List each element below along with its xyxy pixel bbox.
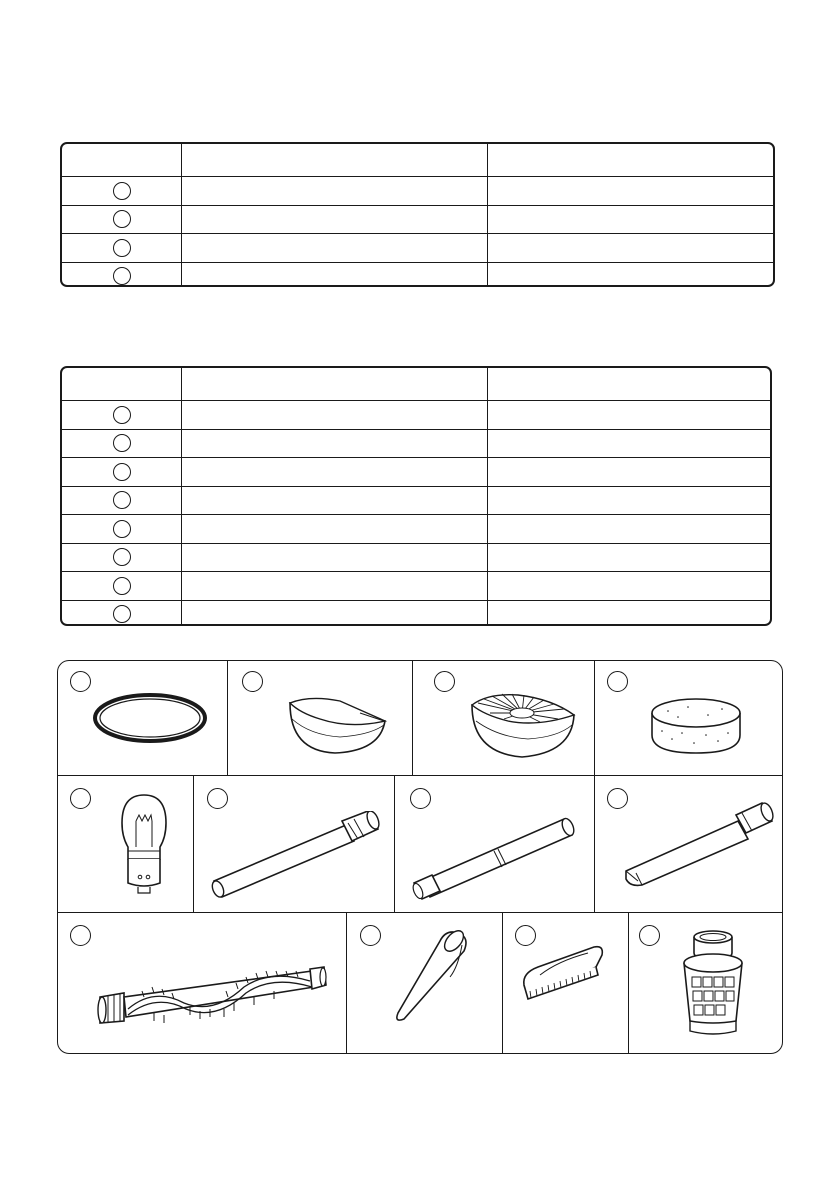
divider (227, 661, 228, 775)
table-row (62, 486, 770, 515)
part-marker-icon (70, 788, 91, 809)
header-cell-code (488, 144, 773, 176)
table-row (62, 600, 770, 627)
row-marker-cell (62, 572, 182, 600)
row-cell (488, 487, 770, 515)
circle-marker-icon (113, 463, 131, 481)
circle-marker-icon (113, 434, 131, 452)
row-marker-cell (62, 487, 182, 515)
divider (412, 661, 413, 775)
table-row (62, 571, 770, 600)
extension-wand-icon (208, 811, 384, 901)
circle-marker-icon (113, 605, 131, 623)
row-marker-cell (62, 177, 182, 205)
table-row (62, 233, 773, 262)
divider (346, 912, 347, 1054)
part-marker-icon (70, 671, 91, 692)
table-row (62, 262, 773, 288)
table-row (62, 400, 770, 429)
divider (594, 661, 595, 775)
table-row (62, 205, 773, 234)
light-bulb-icon (116, 791, 172, 896)
table-header-row (62, 144, 773, 176)
row-cell (488, 430, 770, 458)
row-cell (182, 263, 488, 288)
header-cell-name (182, 144, 488, 176)
circle-marker-icon (113, 406, 131, 424)
divider (594, 775, 595, 912)
table-header-row (62, 368, 770, 400)
header-cell-code (488, 368, 770, 400)
divider (58, 912, 783, 913)
part-marker-icon (242, 671, 263, 692)
upholstery-nozzle-icon (388, 927, 478, 1027)
table-row (62, 543, 770, 572)
divider (394, 775, 395, 912)
divider (502, 912, 503, 1054)
row-cell (488, 572, 770, 600)
part-marker-icon (607, 671, 628, 692)
divider (58, 775, 783, 776)
row-marker-cell (62, 234, 182, 262)
part-marker-icon (360, 925, 381, 946)
header-cell-index (62, 368, 182, 400)
row-cell (488, 458, 770, 486)
part-marker-icon (434, 671, 455, 692)
table-2 (60, 366, 772, 626)
crevice-tool-icon (618, 801, 778, 891)
header-cell-index (62, 144, 182, 176)
header-cell-name (182, 368, 488, 400)
row-cell (488, 544, 770, 572)
divider (193, 775, 194, 912)
row-marker-cell (62, 263, 182, 288)
row-cell (182, 544, 488, 572)
table-row (62, 176, 773, 205)
circle-marker-icon (113, 577, 131, 595)
cyclone-filter-cup-icon (678, 929, 748, 1039)
circle-marker-icon (113, 239, 131, 257)
table-row (62, 514, 770, 543)
dusting-brush-icon (518, 941, 608, 1011)
half-round-filter-icon (280, 691, 395, 761)
row-cell (488, 177, 773, 205)
parts-panel (57, 660, 783, 1054)
table-row (62, 429, 770, 458)
row-cell (488, 515, 770, 543)
row-cell (182, 430, 488, 458)
row-cell (182, 177, 488, 205)
row-cell (488, 263, 773, 288)
circle-marker-icon (113, 267, 131, 285)
row-marker-cell (62, 206, 182, 234)
circle-marker-icon (113, 548, 131, 566)
row-marker-cell (62, 458, 182, 486)
row-marker-cell (62, 544, 182, 572)
row-cell (182, 401, 488, 429)
circle-marker-icon (113, 210, 131, 228)
row-cell (182, 487, 488, 515)
row-cell (182, 601, 488, 627)
row-cell (182, 206, 488, 234)
extension-wand-2-icon (410, 811, 582, 901)
table-row (62, 457, 770, 486)
row-cell (488, 601, 770, 627)
round-foam-filter-icon (648, 695, 744, 757)
row-cell (182, 572, 488, 600)
drive-belt-icon (90, 691, 210, 745)
table-1 (60, 142, 775, 287)
row-cell (488, 401, 770, 429)
half-round-pleated-filter-icon (468, 689, 580, 763)
row-marker-cell (62, 515, 182, 543)
row-marker-cell (62, 430, 182, 458)
part-marker-icon (639, 925, 660, 946)
circle-marker-icon (113, 520, 131, 538)
circle-marker-icon (113, 182, 131, 200)
divider (628, 912, 629, 1054)
part-marker-icon (70, 925, 91, 946)
part-marker-icon (207, 788, 228, 809)
part-marker-icon (410, 788, 431, 809)
row-cell (182, 515, 488, 543)
brushroll-icon (94, 957, 330, 1037)
circle-marker-icon (113, 491, 131, 509)
row-marker-cell (62, 601, 182, 627)
row-cell (488, 206, 773, 234)
row-cell (488, 234, 773, 262)
row-cell (182, 234, 488, 262)
row-marker-cell (62, 401, 182, 429)
row-cell (182, 458, 488, 486)
